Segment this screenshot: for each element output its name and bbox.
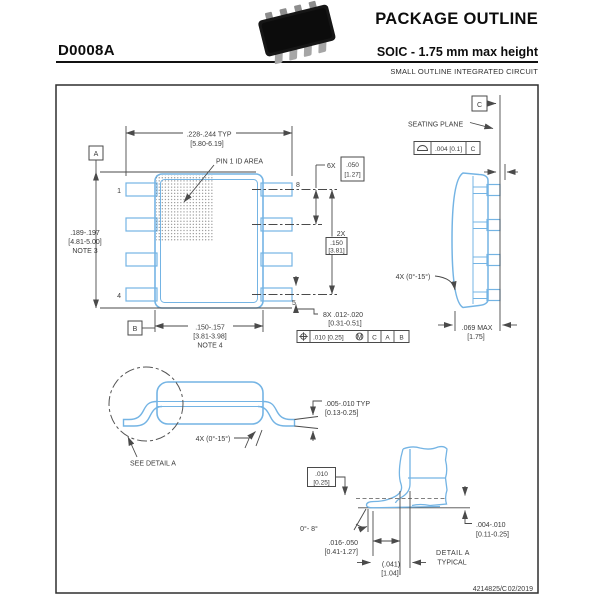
- detail-a-title: DETAIL A: [436, 550, 470, 557]
- position-symbol-icon: [299, 332, 307, 340]
- span-mm: [3.81]: [328, 247, 345, 255]
- dim-foot-length: .016-.050: [328, 540, 358, 547]
- dim-standoff: .004-.010: [476, 522, 506, 529]
- pin-number-5: 5: [292, 300, 296, 307]
- span-qty: 2X: [336, 231, 346, 238]
- dim-foot-thickness-mm: [0.13-0.25]: [325, 410, 359, 417]
- side-lead-lines: [473, 187, 487, 299]
- fcf-datum-2: A: [385, 334, 390, 342]
- span-value: .150: [330, 240, 343, 247]
- side-view-pins: [487, 185, 500, 301]
- side-lead-angle: 4X (0°-15°): [395, 274, 431, 281]
- doc-number: 4214825/C: [472, 586, 507, 593]
- position-fcf: [297, 331, 409, 343]
- flatness-fcf: [414, 142, 480, 155]
- dim-ref: (.041): [381, 561, 401, 569]
- fcf-datum-3: B: [399, 334, 404, 342]
- foot-angle: 0°- 8°: [300, 526, 318, 533]
- chip-photo: [256, 0, 338, 66]
- doc-date: 02/2019: [507, 586, 533, 593]
- pitch-mm: [1.27]: [344, 171, 361, 179]
- dim-standoff-mm: [0.11-0.25]: [476, 531, 509, 539]
- front-view-dimensions: [128, 401, 370, 468]
- profile-symbol-icon: [418, 146, 428, 151]
- pin-number-4: 4: [117, 293, 121, 300]
- page-title: PACKAGE OUTLINE: [375, 10, 538, 28]
- detail-a-circle: [109, 367, 183, 441]
- pin-centerlines: [252, 190, 337, 295]
- dim-ref-mm: [1.04]: [381, 570, 399, 578]
- part-number: D0008A: [58, 42, 115, 59]
- dim-length-note: NOTE 3: [72, 248, 98, 255]
- detail-a-dimensions: [300, 468, 509, 578]
- flatness-tol: .004 [0.1]: [434, 146, 463, 153]
- dim-body-width-mm: [3.81-3.98]: [193, 333, 227, 341]
- dim-body-width-note: NOTE 4: [197, 342, 223, 350]
- dim-length: .189-.197: [70, 230, 100, 237]
- dim-body-width: .150-.157: [195, 324, 225, 332]
- datum-b: B: [132, 326, 138, 333]
- dim-lead-thickness-mm: [0.25]: [313, 479, 330, 487]
- dim-overall-width-mm: [5.80-6.19]: [190, 141, 224, 148]
- package-category: SMALL OUTLINE INTEGRATED CIRCUIT: [390, 67, 538, 76]
- dim-pkg-height-mm: [1.75]: [467, 334, 485, 341]
- lead-width-mm: [0.31-0.51]: [328, 320, 362, 328]
- pin1-id-label: PIN 1 ID AREA: [216, 158, 264, 166]
- dim-overall-width: .228-.244 TYP: [186, 131, 232, 139]
- front-view: [109, 367, 295, 441]
- lead-width: 8X .012-.020: [322, 312, 364, 319]
- pin-number-8: 8: [296, 182, 300, 189]
- flatness-datum: C: [470, 146, 476, 153]
- dim-foot-thickness: .005-.010 TYP: [325, 401, 371, 408]
- package-subtitle: SOIC - 1.75 mm max height: [376, 45, 538, 59]
- pin-number-1: 1: [117, 188, 121, 195]
- detail-a-view: [356, 447, 447, 508]
- seating-plane-label: SEATING PLANE: [408, 121, 464, 129]
- fcf-modifier: M: [356, 334, 363, 341]
- fcf-tolerance: .010 [0.25]: [313, 334, 344, 342]
- dim-lead-thickness: .010: [315, 471, 328, 478]
- fcf-datum-1: C: [372, 334, 377, 342]
- package-body-front: [157, 382, 263, 424]
- front-lead-angle: 4X (0°-15°): [195, 436, 231, 443]
- dim-length-mm: [4.81-5.00]: [68, 239, 102, 246]
- pitch-qty: 6X: [327, 163, 336, 170]
- detail-a-subtitle: TYPICAL: [437, 559, 467, 567]
- datum-a: A: [93, 151, 99, 158]
- datum-c: C: [476, 102, 483, 109]
- pitch-value: .050: [346, 162, 359, 169]
- see-detail-label: SEE DETAIL A: [130, 460, 176, 468]
- dim-pkg-height: .069 MAX: [461, 325, 493, 332]
- dim-foot-length-mm: [0.41-1.27]: [324, 549, 358, 556]
- side-view: [452, 173, 500, 308]
- top-view-dimensions: [68, 126, 409, 350]
- top-view: [126, 174, 337, 308]
- pin1-id-area: [156, 175, 213, 241]
- side-view-dimensions: [396, 95, 518, 341]
- front-view-leads: [124, 402, 295, 427]
